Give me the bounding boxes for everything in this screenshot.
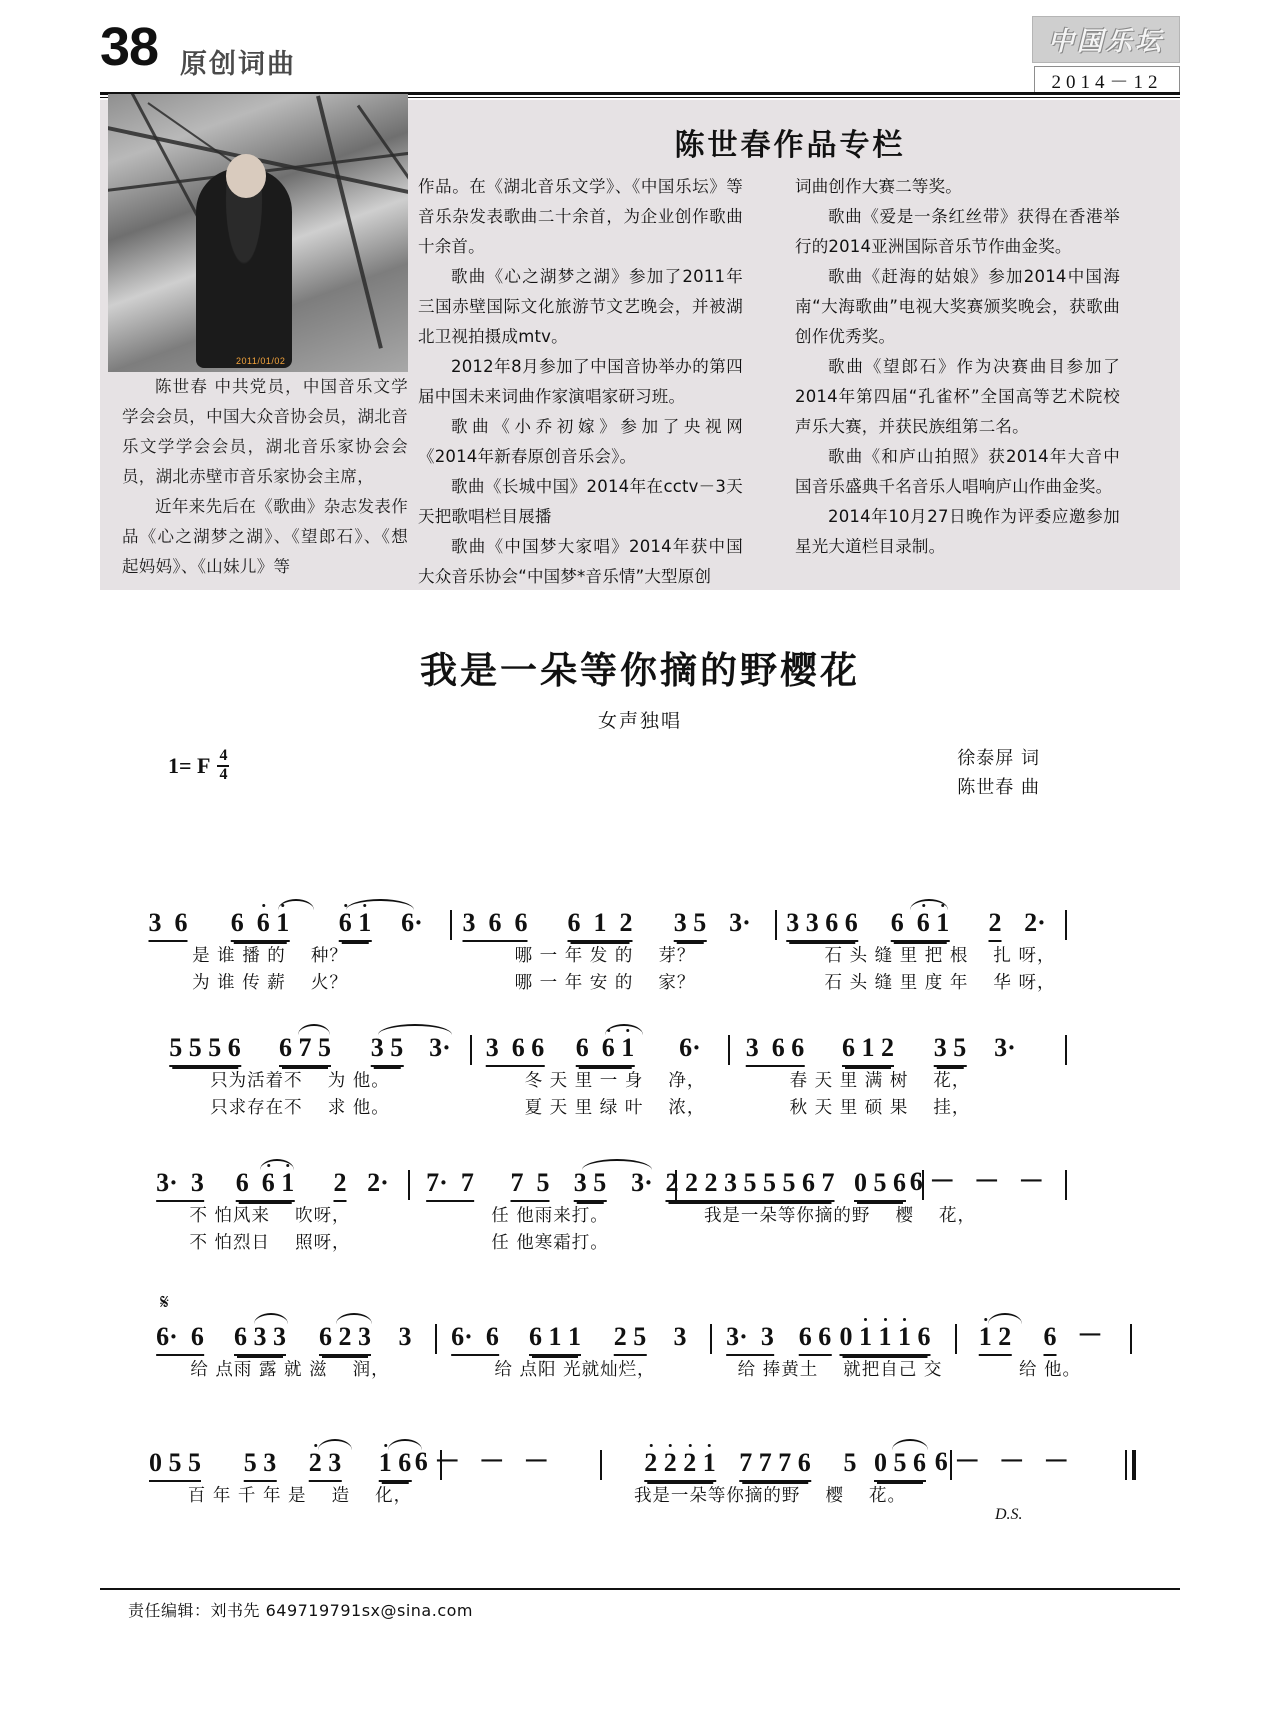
lyricist-credit: 徐泰屏 词: [957, 748, 1040, 769]
feature-title: 陈世春作品专栏: [674, 128, 906, 163]
music-system-5: [149, 1440, 1076, 1523]
article-paragraph: 歌曲《望郎石》作为决赛曲目参加了2014年第四届“孔雀杯”全国高等艺术院校声乐大赛，并获民族组第二名。: [795, 357, 1120, 436]
lyric-line: 我是一朵等你摘的野 樱 花，: [703, 1206, 977, 1226]
lyric-line: 夏 天 里 绿 叶 浓，: [524, 1098, 706, 1118]
music-system-3: [150, 1160, 1050, 1256]
notation-row: 5 5 5 6 6 7 5 3 5 3· 3 6 6 6 6 1 6· 3 6 6 6 1 2 3 5 3·: [150, 1025, 1050, 1067]
feature-box: [100, 100, 1180, 590]
lyric-line: 哪 一 年 安 的 家？: [514, 973, 696, 993]
magazine-logo: [1032, 16, 1180, 63]
page-number: 38: [100, 17, 159, 77]
notation-row: 0 5 5 5 3 2 3 1 6 6 － － － 2 2 2 1 7 7 7 6 5 0 5 6 6 － － －: [150, 1440, 1050, 1482]
key-signature: [168, 748, 229, 784]
article-paragraph: 歌曲《长城中国》2014年在cctv－3天天把歌唱栏目展播: [418, 477, 743, 526]
ds-marking: D.S.: [995, 1506, 1023, 1523]
article-paragraph: 歌曲《赶海的姑娘》参加2014中国海南“大海歌曲”电视大奖赛颁奖晚会，获歌曲创作优秀奖。: [795, 267, 1120, 346]
article-column-middle: [418, 172, 743, 592]
song-title: 我是一朵等你摘的野樱花: [420, 648, 860, 692]
lyric-line: 给 他。: [1018, 1360, 1082, 1380]
music-system-1: [148, 900, 1056, 996]
magazine-logo-text: 中国乐坛: [1047, 27, 1164, 57]
issue-badge: [1034, 66, 1180, 94]
lyric-row-1: [150, 1356, 1082, 1383]
lyric-row-2: [150, 1229, 1050, 1256]
time-signature-top: 4: [217, 748, 229, 767]
key-label: 1= F: [168, 752, 211, 778]
lyric-line: 为 谁 传 薪 火？: [192, 973, 348, 993]
lyric-line: 给 点阳 光就灿烂，: [494, 1360, 656, 1380]
lyric-line: 不 怕烈日 照呀，: [189, 1233, 351, 1253]
lyric-line: 给 点雨 露 就 滋 润，: [190, 1360, 390, 1380]
lyric-row-2: [150, 1094, 1050, 1121]
article-paragraph: 歌曲《心之湖梦之湖》参加了2011年三国赤壁国际文化旅游节文艺晚会，并被湖北卫视拍摄成mtv。: [418, 267, 743, 346]
footer-credit: 责任编辑：刘书先 649719791sx@sina.com: [128, 1601, 473, 1620]
segno-icon: 𝄋: [160, 1290, 170, 1314]
footer-rule: [100, 1588, 1180, 1590]
lyric-line: 只为活着不 为 他。: [210, 1071, 390, 1091]
article-paragraph: 作品。在《湖北音乐文学》、《中国乐坛》等音乐杂发表歌曲二十余首，为企业创作歌曲十余首。: [418, 177, 743, 256]
photo-date-stamp: 2011/01/02: [236, 356, 286, 366]
bio-paragraph: 陈世春 中共党员，中国音乐文学学会会员，中国大众音协会员，湖北音乐文学学会会员，湖北音乐家协会会员，湖北赤壁市音乐家协会主席，: [122, 377, 408, 486]
music-system-2: [150, 1025, 1050, 1121]
author-photo: [108, 94, 408, 372]
lyric-line: 秋 天 里 硕 果 挂，: [789, 1098, 971, 1118]
notation-row: 3· 3 6 6 1 2 2· 7· 7 7 5 3 5 3· 2 2 2 3 5 5 5 6 7 0 5 6 6 － － －: [150, 1160, 1050, 1202]
lyric-row-2: [150, 969, 1056, 996]
article-paragraph: 歌曲《和庐山拍照》获2014年大音中国音乐盛典千名音乐人唱响庐山作曲金奖。: [795, 447, 1120, 496]
lyric-line: 不 怕风来 吹呀，: [189, 1206, 351, 1226]
time-signature-bottom: 4: [219, 765, 228, 783]
lyric-line: 任 他寒霜打。: [491, 1233, 609, 1253]
lyric-row-1: [150, 1067, 1050, 1094]
composer-credit: 陈世春 曲: [957, 777, 1040, 798]
article-column-right: [795, 172, 1120, 562]
time-signature: [217, 748, 229, 784]
lyric-line: 春 天 里 满 树 花，: [789, 1071, 971, 1091]
page-header: [100, 14, 1180, 92]
lyric-line: 只求存在不 求 他。: [210, 1098, 390, 1118]
issue-text: 2014－12: [1051, 71, 1163, 93]
article-paragraph: 词曲创作大赛二等奖。: [795, 177, 962, 196]
article-paragraph: 歌曲《小乔初嫁》参加了央视网《2014年新春原创音乐会》。: [418, 417, 743, 466]
article-paragraph: 2014年10月27日晚作为评委应邀参加星光大道栏目录制。: [795, 507, 1120, 556]
lyric-line: 百 年 千 年 是 造 化，: [187, 1486, 413, 1506]
lyric-row-1: [150, 942, 1056, 969]
author-bio: [122, 372, 408, 582]
bio-paragraph: 近年来先后在《歌曲》杂志发表作品《心之湖梦之湖》、《望郎石》、《想起妈妈》、《山妹儿》等: [122, 497, 408, 576]
section-title: 原创词曲: [180, 49, 296, 80]
lyric-line: 石 头 缝 里 度 年 华 呀，: [824, 973, 1056, 993]
notation-row: 3 6 6 6 1 6 1 6· 3 6 6 6 1 2 3 5 3· 3 3 6 6 6 6 1 2 2·: [150, 900, 1050, 942]
lyric-line: 石 头 缝 里 把 根 扎 呀，: [824, 946, 1056, 966]
song-credits: [957, 744, 1040, 802]
lyric-line: 给 捧黄土 就把自己 交: [737, 1360, 943, 1380]
lyric-line: 是 谁 播 的 种？: [192, 946, 348, 966]
music-system-4: [150, 1290, 1104, 1383]
article-paragraph: 歌曲《爱是一条红丝带》获得在香港举行的2014亚洲国际音乐节作曲金奖。: [795, 207, 1120, 256]
lyric-line: 任 他雨来打。: [491, 1206, 609, 1226]
author-figure: [196, 168, 292, 368]
article-paragraph: 歌曲《中国梦大家唱》2014年获中国大众音乐协会“中国梦*音乐情”大型原创: [418, 537, 743, 586]
lyric-row-1: [150, 1202, 1050, 1229]
lyric-line: 冬 天 里 一 身 净，: [524, 1071, 706, 1091]
article-paragraph: 2012年8月参加了中国音协举办的第四届中国未来词曲作家演唱家研习班。: [418, 357, 743, 406]
lyric-line: 哪 一 年 发 的 芽？: [514, 946, 696, 966]
lyric-line: 我是一朵等你摘的野 樱 花。: [633, 1486, 907, 1506]
song-subtitle: 女声独唱: [597, 710, 682, 732]
notation-row: 6· 6 6 3 3 6 2 3 3 6· 6 6 1 1 2 5 3 3· 3 6 6 0 1 1 1 6 1 2 6 －: [150, 1314, 1050, 1356]
lyric-row-1: [150, 1482, 1050, 1509]
author-head: [226, 154, 266, 198]
